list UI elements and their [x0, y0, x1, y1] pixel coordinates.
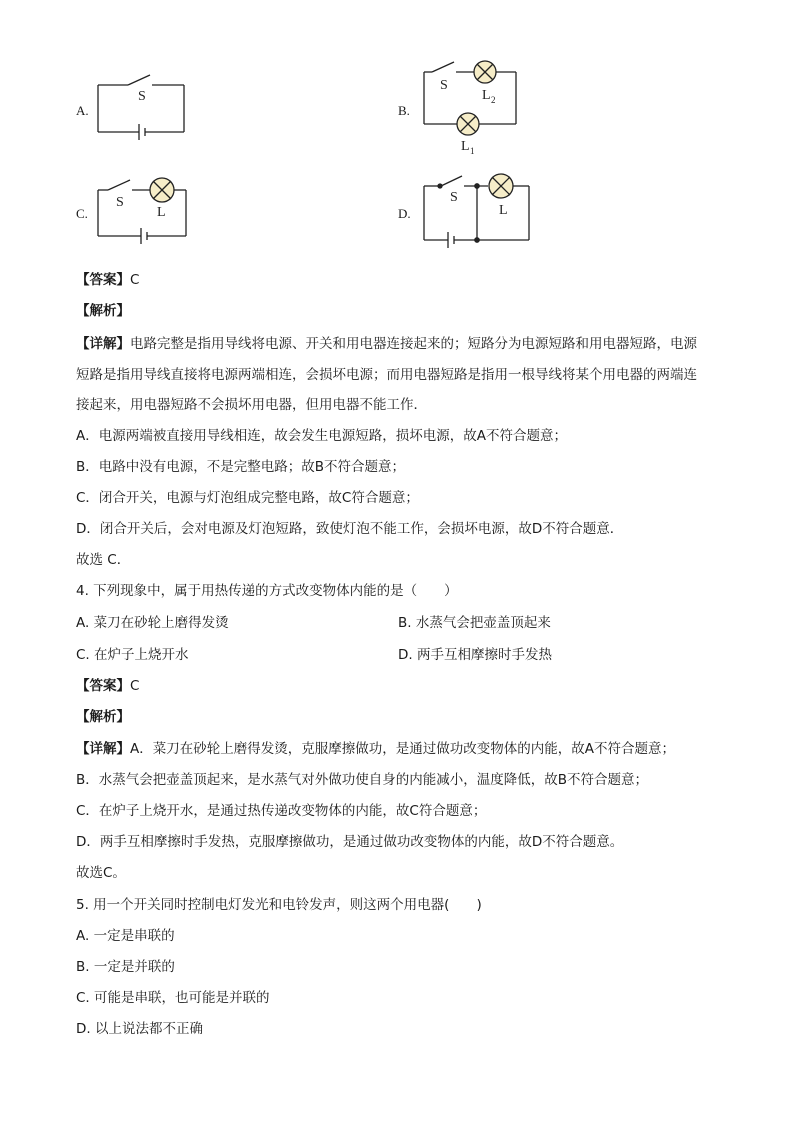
switch-label: S: [116, 195, 124, 210]
q5-option-d: D. 以上说法都不正确: [76, 1021, 203, 1037]
svg-text:1: 1: [470, 146, 475, 156]
q4-option-b: B. 水蒸气会把壶盖顶起来: [398, 615, 551, 631]
q3-detail-line2: 短路是指用导线直接将电源两端相连，会损坏电源；而用电器短路是指用一根导线将某个用电器的两端连: [76, 367, 697, 383]
q3-conclusion: 故选 C．: [76, 552, 131, 568]
lamp-l1-label: L: [461, 139, 470, 154]
q4-detail-d: D．两手互相摩擦时手发热，克服摩擦做功，是通过做功改变物体的内能，故D不符合题意。: [76, 834, 624, 850]
lamp-label: L: [157, 205, 166, 220]
q4-answer: 【答案】C: [76, 678, 140, 694]
switch-label: S: [440, 78, 448, 93]
switch-icon: [432, 62, 454, 72]
q5-option-c: C. 可能是串联，也可能是并联的: [76, 990, 270, 1006]
option-a-label: A.: [76, 103, 89, 118]
option-b-label: B.: [398, 103, 410, 118]
switch-icon: [128, 75, 150, 85]
q4-detail-a: 【详解】A．菜刀在砂轮上磨得发烫，克服摩擦做功，是通过做功改变物体的内能，故A不符合题意；: [76, 741, 675, 757]
q4-option-c: C. 在炉子上烧开水: [76, 647, 189, 663]
q3-detail-line3: 接起来，用电器短路不会损坏用电器，但用电器不能工作．: [76, 397, 427, 413]
switch-icon: [108, 180, 130, 190]
lamp-l2-label: L: [482, 88, 491, 103]
q3-analysis-tag: 【解析】: [76, 303, 130, 319]
q4-conclusion: 故选C。: [76, 865, 126, 881]
q5-option-b: B. 一定是并联的: [76, 959, 175, 975]
q4-stem: 4. 下列现象中，属于用热传递的方式改变物体内能的是（ ）: [76, 583, 458, 599]
circuit-b-diagram: [424, 62, 524, 162]
q4-option-a: A. 菜刀在砂轮上磨得发烫: [76, 615, 229, 631]
lamp-label: L: [499, 203, 508, 218]
circuit-a-diagram: [98, 75, 188, 140]
q5-stem: 5. 用一个开关同时控制电灯发光和电铃发声，则这两个用电器( ): [76, 897, 482, 913]
switch-icon: [441, 176, 462, 186]
svg-text:2: 2: [491, 95, 496, 105]
q4-analysis-tag: 【解析】: [76, 709, 130, 725]
q5-option-a: A. 一定是串联的: [76, 928, 175, 944]
switch-label: S: [450, 190, 458, 205]
q3-detail-c: C．闭合开关，电源与灯泡组成完整电路，故C符合题意；: [76, 490, 419, 506]
option-d-label: D.: [398, 206, 411, 221]
q3-detail-a: A．电源两端被直接用导线相连，故会发生电源短路，损坏电源，故A不符合题意；: [76, 428, 567, 444]
circuit-c-diagram: [98, 178, 190, 243]
option-c-label: C.: [76, 206, 88, 221]
q4-option-d: D. 两手互相摩擦时手发热: [398, 647, 552, 663]
q3-detail-line1: 【详解】电路完整是指用导线将电源、开关和用电器连接起来的；短路分为电源短路和用电器短路，电源: [76, 336, 697, 352]
q3-answer: 【答案】C: [76, 272, 140, 288]
q4-detail-c: C．在炉子上烧开水，是通过热传递改变物体的内能，故C符合题意；: [76, 803, 487, 819]
q4-detail-b: B．水蒸气会把壶盖顶起来，是水蒸气对外做功使自身的内能减小，温度降低，故B不符合题意；: [76, 772, 649, 788]
q3-detail-d: D．闭合开关后，会对电源及灯泡短路，致使灯泡不能工作，会损坏电源，故D不符合题意．: [76, 521, 624, 537]
switch-label: S: [138, 89, 146, 104]
q3-detail-b: B．电路中没有电源，不是完整电路；故B不符合题意；: [76, 459, 406, 475]
circuit-d-diagram: [424, 174, 532, 246]
